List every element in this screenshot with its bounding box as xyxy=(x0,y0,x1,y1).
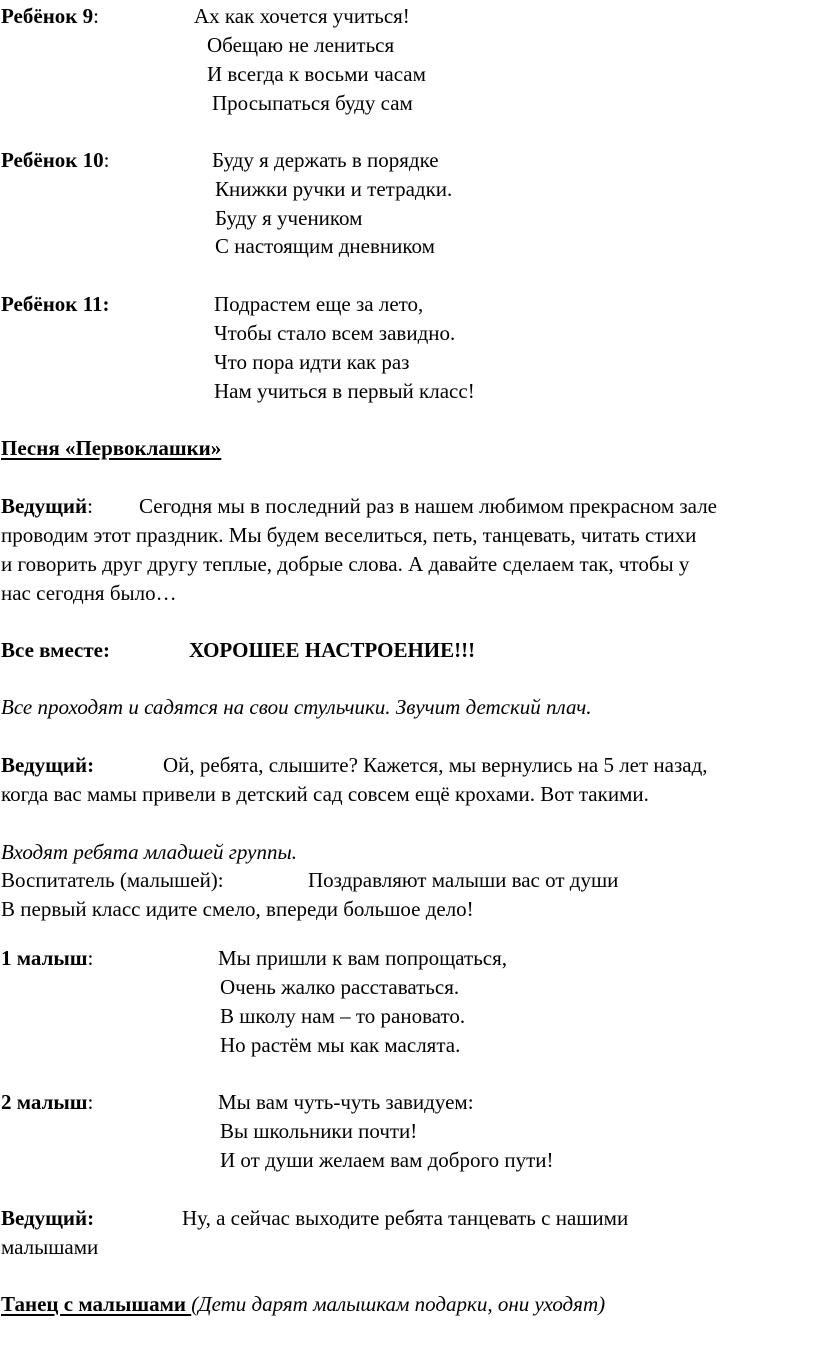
verse-line: И всегда к восьми часам xyxy=(207,62,426,86)
verse-line: Нам учиться в первый класс! xyxy=(214,379,475,403)
dance-title: Танец с малышами xyxy=(1,1292,192,1316)
verse-line: Обещаю не лениться xyxy=(207,33,395,57)
verse-line: И от души желаем вам доброго пути! xyxy=(220,1148,554,1172)
verse-line: Подрастем еще за лето, xyxy=(214,292,424,316)
verse-line: Что пора идти как раз xyxy=(214,350,410,374)
stage-direction: Входят ребята младшей группы. xyxy=(1,840,297,864)
dance-heading xyxy=(1,1294,605,1315)
verse-line: В школу нам – то рановато. xyxy=(220,1004,466,1028)
host-speech: когда вас мамы привели в детский сад совсем ещё крохами. Вот такими. xyxy=(1,782,649,806)
song-heading: Песня «Первоклашки» xyxy=(1,436,222,460)
verse-line: С настоящим дневником xyxy=(215,234,435,258)
speaker-kid-1: 1 малыш: xyxy=(1,946,94,970)
speaker-teacher: Воспитатель (малышей): xyxy=(1,868,224,892)
verse-line: Мы пришли к вам попрощаться, xyxy=(218,946,508,970)
dance-note: (Дети дарят малышкам подарки, они уходят) xyxy=(191,1292,606,1316)
stage-direction: Все проходят и садятся на свои стульчики. Звучит детский плач. xyxy=(1,695,592,719)
speaker-host: Ведущий: xyxy=(1,1206,95,1230)
teacher-speech: Поздравляют малыши вас от души xyxy=(308,868,619,892)
verse-line: Но растём мы как маслята. xyxy=(220,1033,461,1057)
verse-line: Вы школьники почти! xyxy=(220,1119,418,1143)
speaker-kid-2: 2 малыш: xyxy=(1,1090,94,1114)
host-speech: Сегодня мы в последний раз в нашем любимом прекрасном зале xyxy=(139,494,717,518)
host-speech: Ой, ребята, слышите? Кажется, мы вернулись на 5 лет назад, xyxy=(163,753,708,777)
verse-line: Просыпаться буду сам xyxy=(212,91,413,115)
speaker-host: Ведущий: xyxy=(1,753,95,777)
speaker-all: Все вместе: xyxy=(1,638,110,662)
verse-line: Буду я держать в порядке xyxy=(212,148,439,172)
host-speech: и говорить друг другу теплые, добрые слова. А давайте сделаем так, чтобы у xyxy=(1,552,690,576)
host-speech: проводим этот праздник. Мы будем веселиться, петь, танцевать, читать стихи xyxy=(1,523,697,547)
host-speech: нас сегодня было… xyxy=(1,581,177,605)
speaker-child-10: Ребёнок 10: xyxy=(1,148,110,172)
host-speech: малышами xyxy=(1,1235,99,1259)
speaker-child-9: Ребёнок 9: xyxy=(1,4,99,28)
teacher-speech: В первый класс идите смело, впереди большое дело! xyxy=(1,897,474,921)
host-speech: Ну, а сейчас выходите ребята танцевать с нашими xyxy=(182,1206,629,1230)
speaker-child-11: Ребёнок 11: xyxy=(1,292,110,316)
verse-line: Буду я учеником xyxy=(215,206,363,230)
verse-line: Книжки ручки и тетрадки. xyxy=(215,177,453,201)
all-together-line: ХОРОШЕЕ НАСТРОЕНИЕ!!! xyxy=(189,638,476,662)
verse-line: Очень жалко расставаться. xyxy=(220,975,460,999)
speaker-host: Ведущий: xyxy=(1,494,93,518)
verse-line: Ах как хочется учиться! xyxy=(194,4,410,28)
verse-line: Чтобы стало всем завидно. xyxy=(214,321,456,345)
verse-line: Мы вам чуть-чуть завидуем: xyxy=(218,1090,474,1114)
